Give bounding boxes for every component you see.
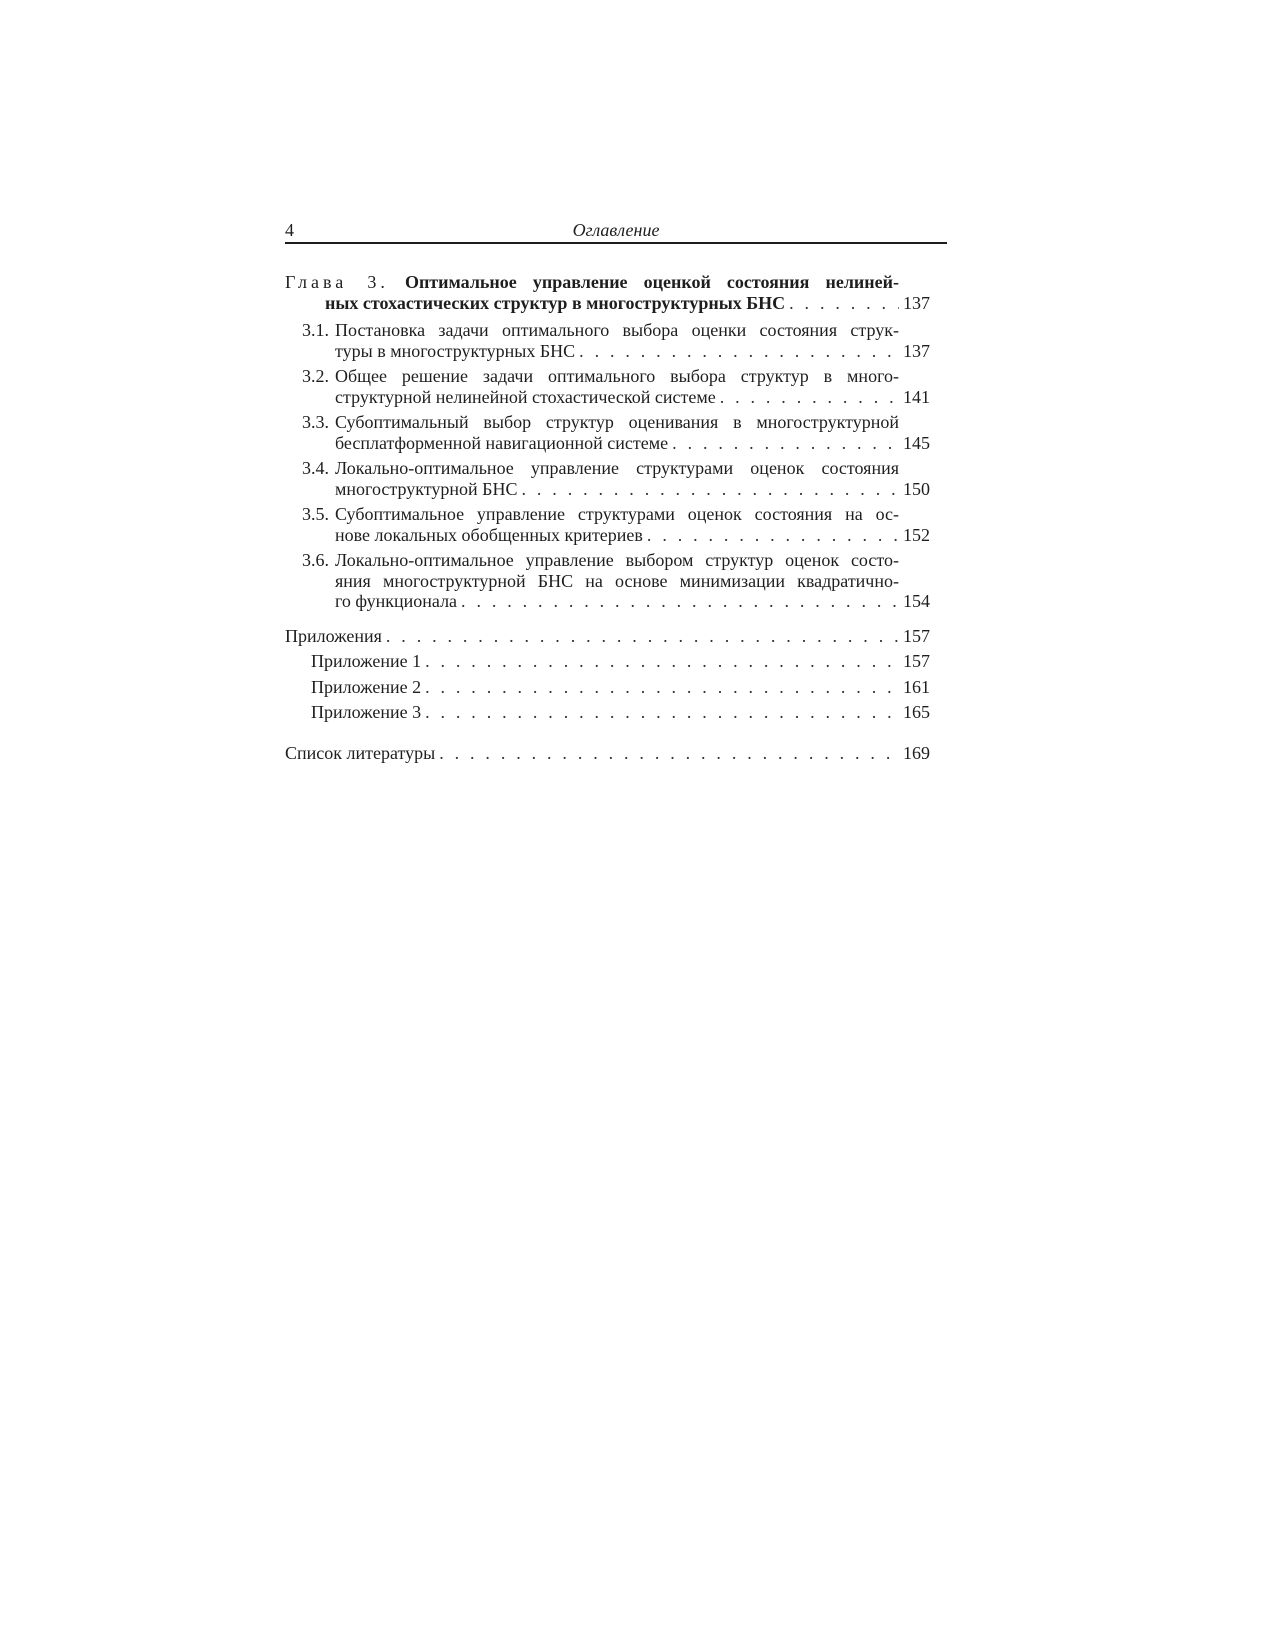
- toc-page-number: 165: [903, 702, 930, 722]
- section-title-last-line: го функционала . . .: [335, 591, 899, 612]
- toc-references[interactable]: [285, 743, 947, 764]
- section-title-last-line: многоструктурной БНС . . .: [335, 479, 899, 500]
- section-title-last-line: структурной нелинейной стохастической системе . . .: [335, 387, 899, 408]
- dot-leader: [382, 626, 899, 647]
- chapter-title-line-2: ных стохастических структур в многоструктурных БНС . . .: [285, 293, 899, 314]
- section-number: 3.5.: [302, 504, 329, 524]
- toc-page-number: 145: [903, 432, 930, 453]
- toc-page-number: 169: [903, 742, 930, 763]
- dot-leader: [668, 433, 899, 454]
- toc-page-number: 137: [903, 340, 930, 361]
- toc-section-3-1[interactable]: [285, 320, 947, 361]
- toc-section-3-5[interactable]: [285, 504, 947, 545]
- toc-appendix-2[interactable]: [285, 677, 947, 698]
- toc-section-3-6[interactable]: [285, 550, 947, 612]
- toc-page-number: 141: [903, 386, 930, 407]
- section-title-line: Локально-оптимальное управление структурами оценок состояния: [335, 458, 899, 478]
- running-title: Оглавление: [572, 220, 660, 240]
- appendix-title: Приложение 2: [311, 676, 422, 697]
- section-title-line: Субоптимальное управление структурами оценок состояния на ос-: [335, 504, 899, 524]
- section-title-line: Локально-оптимальное управление выбором структур оценок состо-: [335, 550, 899, 570]
- dot-leader: [518, 479, 900, 500]
- dot-leader: [457, 591, 899, 612]
- section-number: 3.4.: [302, 458, 329, 478]
- toc-chapter-3[interactable]: [285, 272, 947, 313]
- toc-page-number: 154: [903, 591, 930, 611]
- toc-appendices[interactable]: [285, 626, 947, 647]
- toc-page-number: 152: [903, 524, 930, 545]
- toc-page-number: 157: [903, 625, 930, 646]
- toc-page-number: 150: [903, 478, 930, 499]
- appendices-title: Приложения: [285, 625, 382, 646]
- dot-leader: [643, 525, 899, 546]
- appendix-title: Приложение 1: [311, 651, 422, 671]
- dot-leader: [421, 677, 899, 698]
- book-page: [285, 216, 947, 763]
- toc-page-number: 137: [903, 292, 930, 313]
- table-of-contents: [285, 272, 947, 763]
- page-number: 4: [285, 220, 294, 240]
- references-title: Список литературы: [285, 742, 436, 763]
- section-title-line: Субоптимальный выбор структур оценивания в многоструктурной: [335, 412, 899, 432]
- dot-leader: [421, 651, 899, 672]
- toc-appendix-3[interactable]: [285, 702, 947, 723]
- section-number: 3.6.: [302, 550, 329, 570]
- section-number: 3.1.: [302, 320, 329, 340]
- dot-leader: [785, 293, 899, 314]
- section-title-line: яния многоструктурной БНС на основе минимизации квадратично-: [335, 570, 899, 591]
- dot-leader: [716, 387, 899, 408]
- toc-page-number: 161: [903, 676, 930, 697]
- appendix-title: Приложение 3: [311, 702, 422, 722]
- toc-page-number: 157: [903, 651, 930, 671]
- section-number: 3.2.: [302, 366, 329, 386]
- toc-section-3-3[interactable]: [285, 412, 947, 453]
- section-title-line: Постановка задачи оптимального выбора оценки состояния струк-: [335, 320, 899, 340]
- toc-section-3-4[interactable]: [285, 458, 947, 499]
- section-title-last-line: туры в многоструктурных БНС . . .: [335, 341, 899, 362]
- dot-leader: [435, 743, 899, 764]
- section-number: 3.3.: [302, 412, 329, 432]
- toc-appendix-1[interactable]: [285, 651, 947, 672]
- running-header: [285, 216, 947, 244]
- toc-section-3-2[interactable]: [285, 366, 947, 407]
- section-title-last-line: нове локальных обобщенных критериев . . .: [335, 525, 899, 546]
- section-title-line: Общее решение задачи оптимального выбора структур в много-: [335, 366, 899, 386]
- dot-leader: [575, 341, 899, 362]
- dot-leader: [421, 702, 899, 723]
- section-title-last-line: бесплатформенной навигационной системе . . .: [335, 433, 899, 454]
- chapter-label: Глава 3.: [285, 272, 389, 292]
- chapter-title-line-1: Глава 3. Оптимальное управление оценкой состояния нелиней-: [285, 272, 900, 292]
